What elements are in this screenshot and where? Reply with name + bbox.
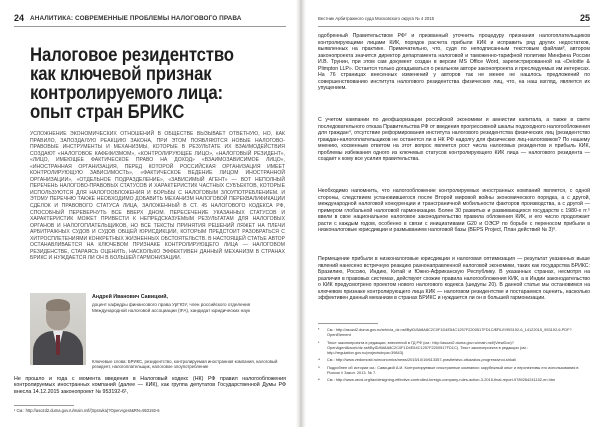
footnote-number: ⁵ — [318, 364, 320, 370]
footnote — [318, 327, 590, 337]
journal-title: Вестник Арбитражного суда Московского округа № 4 2015 — [318, 15, 435, 21]
left-page — [0, 0, 296, 427]
footnote-text: Текст законопроекта в редакции, внесенной в ГД РФ (см.: http://asozd2.duma.gov.ru/main.nsf/(ViewDoc)?OpenAgent&work/dz.nsf/ByID/8A8A8C2C0F1D4E54C1257F2200517FD1C). Текст законопроекта в редакции (см.: http://regulation.gov.ru/projects#npa=39843). — [327, 339, 528, 355]
footnote — [318, 377, 590, 382]
right-page — [306, 0, 600, 427]
page-gutter — [296, 0, 306, 427]
footnote-number: ⁶ — [318, 377, 320, 383]
header-rule — [318, 26, 590, 27]
body-text-start: Не прошло и года с момента введения в Налоговый кодекс (НК) РФ правил налогообложения контролируемых иностранных компаний (далее — КИК), как группа депутатов Государственной Думы РФ внесла 14.12.2015 законопроект № 953192-6¹, — [14, 376, 286, 395]
body-paragraph: одобренный Правительством РФ² и призванный уточнить процедуру признания налогоплательщиков контролирующими лицами КИК, порядок расчета прибыли КИК и исправить ряд других недостатков, выявленных на практике. Примечательно, что, судя по неподписанным текстовым файлам³, автором законопроекта значится директор департамента налоговой и таможенно-тарифной политики Минфина России И.В. Трунин, при этом сам документ создан в версии MS Office Word, зарегистрированной на «Deloitte & Plimpton LLP». Остается только догадываться о реальном авторе законопроекта и преследуемых им интересах. На 76 страницах внесенных изменений у авторов так не менее не нашлось предложений по совершенствованию института налогового резидентства физических лиц, что, на наш взгляд, является их упущением. — [318, 33, 590, 91]
footnote-rule — [318, 323, 378, 324]
footnote-number: ³ — [318, 339, 320, 345]
article-keywords: Ключевые слова: БРИКС, резидентство, контролируемая иностранная компания, налоговый резидент, налогоплательщик, налоговое злоупотребление — [92, 359, 278, 370]
left-page-header — [14, 12, 286, 24]
author-roles: доцент кафедры финансового права УрГЮУ, член российского отделения Международной налоговой ассоциации (IFA), кандидат юридических наук — [92, 302, 251, 313]
right-page-header — [318, 12, 590, 24]
article-title: Налоговое резидентство как ключевой признак контролируемого лица: опыт стран БРИКС — [30, 44, 234, 123]
author-name: Андрей Иванович Савицкий, — [92, 294, 168, 300]
footnote-1: ¹ См.: http://asozd2.duma.gov.ru/main.nsf/(Spravka)?OpenAgent&RN=953192-6 — [14, 408, 160, 413]
footnote-number: ² — [318, 327, 320, 332]
footnote-text: Подробнее об истории см.: Савицкий А.И. Контролируемые иностранные компании: зарубежный опыт и перспективы его использования в России // Закон. 2013. № 7. — [327, 364, 579, 375]
footnote-number: ⁴ — [318, 357, 320, 363]
author-block — [30, 293, 285, 370]
body-paragraph: Пермещение прибыли в низконалоговые юрисдикции и налоговая оптимизация — результат указанных выше явлений нанесено встречную реакцию разнонаправленной налоговой экономики, таких как государства БРИКС: Бразилию, Россию, Индию, Китай и Южно-Африканскую Республику. В указанных странах, несмотря на различия в правовых системах, действуют схожие правила налогообложения КИК, а в Индии законодательство о КИК предусмотрено проектом нового налогового кодекса (шедулы 20). В данной статье мы остановимся на ключевом признаке контролирующего лица КИК — налоговом резидентстве и постараемся оценить, насколько эффективен данный механизм в странах БРИКС и нуждается ли он в большей гармонизации. — [318, 256, 590, 301]
header-rule — [14, 26, 286, 27]
footnote — [318, 365, 590, 375]
body-paragraph: Необходимо напомнить, что налогообложение контролируемых иностранных компаний является, с одной стороны, следствием установившегося после Второй мировой войны экономического порядка, а с другой, международной налоговой конкуренции и трансграничной мобильности факторов производства, а с другой — примером глобальной налоговой гармонизации. Более 30 развитых и развивающихся государств с 1980-х гг.⁵ ввели в свое национальное налоговое законодательство правила обложения КИК, и его число продолжает расти с каждым годом, особенно в связи с инициативами G20 и ОЭСР по борьбе с переносом прибыли в низконалоговые юрисдикции и размыванием налоговой базы (BEPS Project, План действий № 3)⁶. — [318, 188, 590, 233]
section-title: АНАЛИТИКА: СОВРЕМЕННЫЕ ПРОБЛЕМЫ НАЛОГОВОГО ПРАВА — [30, 14, 242, 22]
left-page-number: 24 — [14, 13, 25, 23]
footnote-text: См.: http://www.oecd.org/tax/designing-effective-controlled-foreign-company-rules-action-3-2015-final-report-9789264241152-en.htm — [327, 377, 556, 383]
footnote — [318, 340, 590, 355]
footnote-text: См.: http://www.vedomosti.ru/economics/news/2015/10/19/613357-pravitelstvo-otkazalos-progressivnoi-shkali — [327, 357, 516, 363]
footnote-rule — [14, 405, 74, 406]
author-photo — [30, 293, 86, 365]
footnotes — [318, 327, 590, 385]
footnote-text: См.: http://asozd2.duma.gov.ru/arhiv/a_dz.nsf/ByID/8A8A8C2C0F1D4E54C1257F2200517FD1C/$FILE/953192-6_14122015_953192-6.PDF?OpenElement — [327, 327, 572, 337]
article-abstract: УСЛОЖНЕНИЕ ЭКОНОМИЧЕСКИХ ОТНОШЕНИЙ В ОБЩЕСТВЕ ВЫЗЫВАЕТ ОТВЕТНУЮ, НО, КАК ПРАВИЛО, ЗАПОЗДАЛУЮ РЕАКЦИЮ ЗАКОНА, ПРИ ЭТОМ ПОЯВЛЯЮТСЯ НОВЫЕ НАЛОГОВО-ПРАВОВЫЕ ИНСТРУМЕНТЫ И МЕХАНИЗМЫ, КОТОРЫЕ В РЕЗУЛЬТАТЕ ИХ ВЗАИМОДЕЙСТВИЯ СОЗДАЮТ «НАЛОГОВОЕ КАФЕФИЗМОМ», «КОНТРОЛИРУЮЩЕЕ ЛИЦО», «НАЛОГОВЫЙ РЕЗИДЕНТ», «ЛИЦО, ИМЕЮЩЕЕ ФАКТИЧЕСКОЕ ПРАВО НА ДОХОД» «ВЗАИМОЗАВИСИМОЕ ЛИЦО», «ИНОСТРАННАЯ ОРГАНИЗАЦИЯ, ПЕРЕД КОТОРОЙ РОССИЙСКАЯ ОРГАНИЗАЦИЯ ИМЕЕТ КОНТРОЛИРУЮЩУЮ ЗАВИСИМОСТЬ», «ФАКТИЧЕСКОЕ ВЕДЕНИЕ ЛИЦОМ ИНОСТРАННОЙ ОРГАНИЗАЦИИ», «ОТДЕЛЬНОЕ ПОДРАЗДЕЛЕНИЕ», «ЗАВИСИМЫЙ АГЕНТ» — ВОТ НЕПОЛНЫЙ ПЕРЕЧЕНЬ НАЛОГОВО-ПРАВОВЫХ СТАТУСОВ И ХАРАКТЕРИСТИК ЧАСТНЫХ СУБЪЕКТОВ, КОТОРЫЕ ИСПОЛЬЗУЮТСЯ ДЛЯ НАЛОГООБЛОЖЕНИЯ И БОРЬБЫ С НАЛОГОВЫМ ЗЛОУПОТРЕБЛЕНИЕМ. И ЭТОМУ ПЕРЕЧНЮ ТАКЖЕ НЕОБХОДИМО ДОБАВИТЬ МЕХАНИЗМ НАЛОГОВОЙ ПЕРЕКВАЛИФИКАЦИИ СДЕЛОК И ПРАВОВОГО СТАТУСА ЛИЦА, ЗАЛОЖЕННЫЙ В СТ. 45 НАЛОГОВОГО КОДЕКСА РФ, СПОСОБНЫЙ ПЕРЕВЕРНУТЬ ВСЕ ВВЕРХ ДНОМ. ПЕРЕСЕЧЕНИЕ УКАЗАННЫХ СТАТУСОВ И ХАРАКТЕРИСТИК МОЖЕТ ПРИВЕСТИ К НЕПРЕДСКАЗУЕМЫМ РЕЗУЛЬТАТАМ ДЛЯ НАЛОГОВЫХ ОРГАНОВ И НАЛОГОПЛАТЕЛЬЩИКОВ, НО ВСЕ ТЕКСТЫ ПРИНЯТИЯ РЕШЕНИЙ ЛЯЖЕТ НА ПЛЕЧИ АРБИТРАЖНЫХ СУДОВ И СУДОВ ОБЩЕЙ ЮРИСДИКЦИИ, КОТОРЫМ ПРЕДСТОИТ РАЗОБРАТЬСЯ С ХИТРОСПЛЕТЕНИЯМИ КОНКРЕТНЫХ ЖИЗНЕННЫХ ОБСТОЯТЕЛЬСТВ. В НАСТОЯЩЕЙ СТАТЬЕ АВТОР ОСТАНАВЛИВАЕТСЯ НА КЛЮЧЕВОМ ПРИЗНАКЕ КОНТРОЛИРУЮЩЕГО ЛИЦА — НАЛОГОВОМ РЕЗИДЕНСТВЕ, СТАРАЯСЬ ОЦЕНИТЬ, НАСКОЛЬКО ЭФФЕКТИВЕН ДАННЫЙ МЕХАНИЗМ В СТРАНАХ БРИКС И НУЖДАЕТСЯ ЛИ ОН В БОЛЬШЕЙ ГАРМОНИЗАЦИИ. — [30, 131, 285, 262]
body-paragraph: С учетом кампании по деофшоризации российской экономики и амнистии капитала, а также в свете последовательного отказа Правительства РФ от введения прогрессивной шкалы подоходного налогообложения для граждан⁴, отсутствие реформирования института налогового резидентства физических лиц (резидентство граждан-налогоплательщиков не останется ли в НК РФ надолгу для физических лиц-налоговиков? По нашему мнению, косвенным ответом на этот вопрос является рост числа налоговых резидентов и прибыль КИК, проблемы избежания одного из ключевых статусов контролирующего КИК лица — налогового резидента — создает к кому все усилия правительства. — [318, 117, 590, 162]
right-page-number: 25 — [579, 13, 590, 23]
footnote — [318, 357, 590, 362]
